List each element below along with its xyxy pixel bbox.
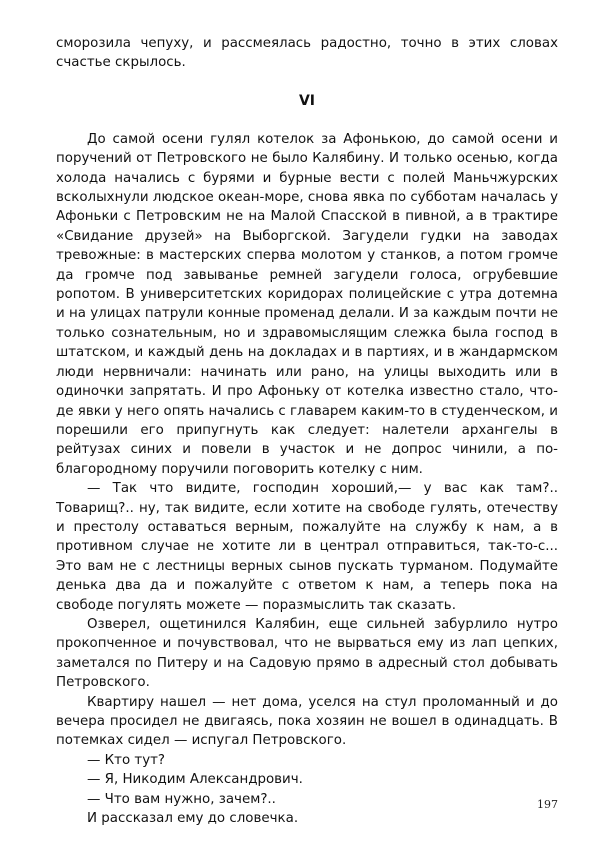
- opening-fragment: сморозила чепуху, и рассмеялась радостно, точно в этих словах счастье скрылось.: [56, 36, 558, 71]
- dialogue-line-3: — Что вам нужно, зачем?..: [87, 791, 276, 807]
- document-page: [56, 34, 558, 828]
- paragraph-4: Квартиру нашел — нет дома, уселся на стул проломанный и до вечера просидел не двигаясь, пока хозяин не вошел в одинадцать. В потемках сидел — испугал Петровского.: [56, 694, 558, 749]
- page-number: 197: [537, 798, 558, 811]
- paragraph-3: Озверел, ощетинился Калябин, еще сильней забурлило нутро прокопченное и почувствовал, что не вырваться ему из лап цепких, заметался по Питеру и на Садовую прямо в адресный стол добывать Петровского.: [56, 616, 558, 691]
- paragraph-final: И рассказал ему до словечка.: [87, 811, 299, 827]
- dialogue-line-1: — Кто тут?: [87, 752, 166, 768]
- dialogue-line-2: — Я, Никодим Александрович.: [87, 772, 303, 788]
- paragraph-2: — Так что видите, господин хороший,— у вас как там?.. Товарищ?.. ну, так видите, если хотите на свободе гулять, отечеству и престолу оставаться верным, пожалуйте на службу к нам, а в противном случае не хотите ли в централ отправиться, так-то-с... Это вам не с лестницы верных сынов пускать турманом. Подумайте денька два да и пожалуйте с ответом к нам, а теперь пока на свободе погулять можете — поразмыслить так сказать.: [56, 481, 558, 613]
- chapter-heading: VI: [298, 92, 316, 109]
- paragraph-1: До самой осени гулял котелок за Афонькою, до самой осени и поручений от Петровского не было Калябину. И только осенью, когда холода начались с бурями и бурные вести с полей Маньчжурских всколыхнули людское океан-море, снова явка по субботам началась у Афоньки с Петровским не на Малой Спасской в пивной, а в трактире «Свидание друзей» на Выборгской. Загудели гудки на заводах тревожные: в мастерских сперва молотом у станков, а потом громче да громче под завыванье ремней загудели голоса, огрубевшие ропотом. В университетских коридорах полицейские с утра дотемна и на улицах патрули конные променад делали. И за каждым почти не только сознательным, но и здравомыслящим слежка была господ в штатском, и каждый день на докладах и в партиях, и в жандармском люди нервничали: начинать или рано, на улицы выходить или в одиночки запрятать. И про Афоньку от котелка известно стало, что-де явки у него опять начались с главарем каким-то в студенческом, и порешили его припугнуть как следует: налетели архангелы в рейтузах синих и повели в участок и не допрос чинили, а по-благородному поручили поговорить котелку с ним.: [56, 131, 558, 477]
